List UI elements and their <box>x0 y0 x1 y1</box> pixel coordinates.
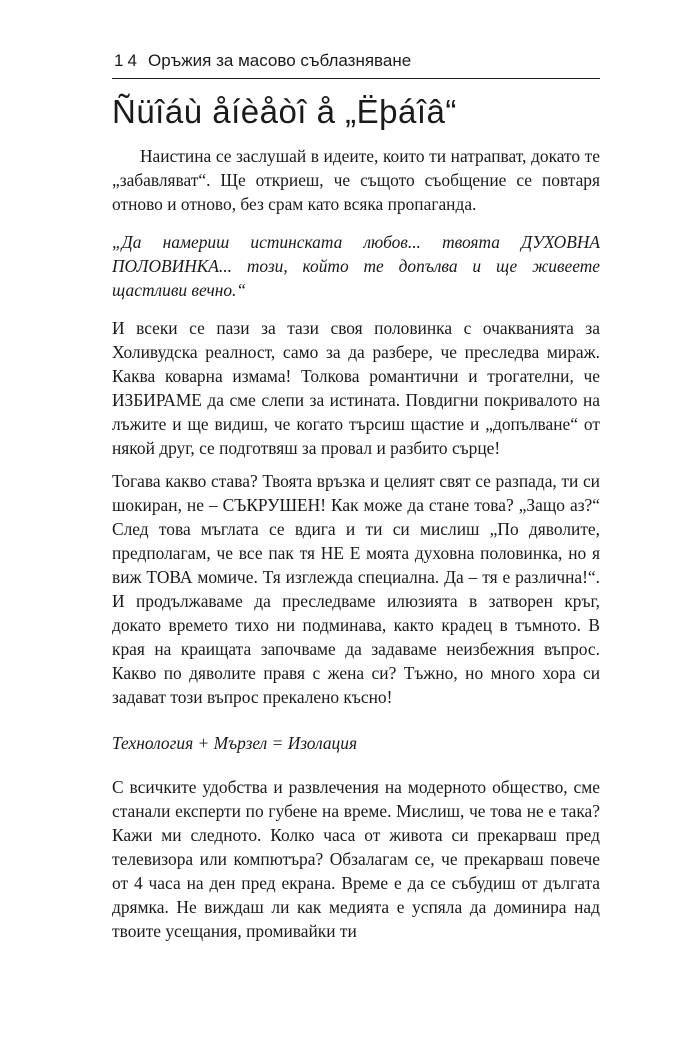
paragraph-1: Наистина се заслушай в идеите, които ти натрапват, докато те „забавляват“. Ще откриеш, че същото съобщение се повтаря отново и отново, без срам като всяка пропаганда. <box>112 146 600 214</box>
paragraph-4: С всичките удобства и развлечения на модерното общество, сме станали експерти по губене на време. Мислиш, че това не е така? Кажи ми следното. Колко часа от живота си прекарваш пред телевизора или компютъра? Обзалагам се, че прекарваш повече от 4 часа на ден пред екрана. Време е да се събудиш от дългата дрямка. Не виждаш ли как медията е успяла да доминира над твоите усещания, промивайки ти <box>112 777 600 941</box>
running-title: Оръжия за масово съблазняване <box>148 51 412 70</box>
chapter-heading: Ñüîáù åíèåòî å „Ëþáîâ“ <box>112 93 457 130</box>
section-subheading: Технология + Мързел = Изолация <box>112 733 358 753</box>
running-header <box>112 48 600 79</box>
paragraph-2: И всеки се пази за тази своя половинка с очакванията за Холивудска реалност, само за да разбере, че преследва мираж. Каква коварна измама! Толкова романтични и трогателни, че ИЗБИРАМЕ да сме слепи за истината. Повдигни покривалото на лъжите и ще видиш, че когато търсиш щастие и „допълване“ от някой друг, се подготвяш за провал и разбито сърце! <box>112 318 600 458</box>
page-number: 14 <box>114 51 141 70</box>
book-page <box>112 0 600 1050</box>
paragraph-3: Тогава какво става? Твоята връзка и целият свят се разпада, ти си шокиран, не – СЪКРУШЕН! Как може да стане това? „Защо аз?“ След това мъглата се вдига и ти си мислиш „По дяволите, предполагам, че все пак тя НЕ Е моята духовна половинка, но я виж ТОВА момиче. Тя изглежда специална. Да – тя е различна!“. И продължаваме да преследваме илюзията в затворен кръг, докато времето тихо ни подминава, както крадец в тъмното. В края на краищата започваме да задаваме неизбежния въпрос. Какво по дяволите правя с жена си? Тъжно, но много хора си задават този въпрос прекалено късно! <box>112 471 600 707</box>
quote-paragraph: „Да намериш истинската любов... твоята ДУХОВНА ПОЛОВИНКА... този, който те допълва и ще живеете щастливи вечно.“ <box>112 232 600 300</box>
body-text <box>112 144 600 943</box>
